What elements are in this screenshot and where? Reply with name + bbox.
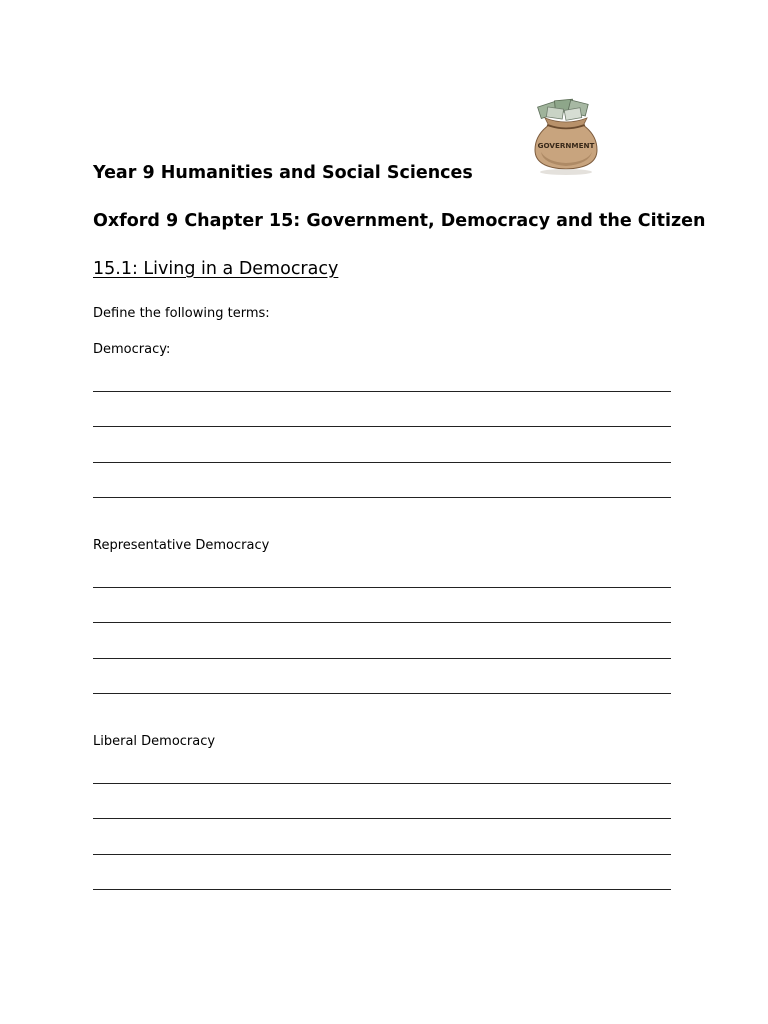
answer-line[interactable] [93,497,671,498]
logo-label: GOVERNMENT [537,141,595,150]
answer-line[interactable] [93,818,671,819]
instruction-text: Define the following terms: [93,306,270,321]
answer-line[interactable] [93,622,671,623]
answer-line[interactable] [93,587,671,588]
course-title: Year 9 Humanities and Social Sciences [93,163,473,183]
section-title: 15.1: Living in a Democracy [93,259,339,279]
answer-line[interactable] [93,854,671,855]
government-money-bag-logo [517,90,615,182]
answer-line[interactable] [93,462,671,463]
answer-line[interactable] [93,426,671,427]
term-label-liberal-democracy: Liberal Democracy [93,734,216,749]
answer-line[interactable] [93,783,671,784]
answer-line[interactable] [93,693,671,694]
term-label-democracy: Democracy: [93,342,171,357]
term-label-representative-democracy: Representative Democracy [93,538,270,553]
answer-line[interactable] [93,889,671,890]
chapter-title: Oxford 9 Chapter 15: Government, Democracy and the Citizen [93,211,706,231]
money-bag-icon [517,90,615,182]
answer-line[interactable] [93,658,671,659]
answer-line[interactable] [93,391,671,392]
